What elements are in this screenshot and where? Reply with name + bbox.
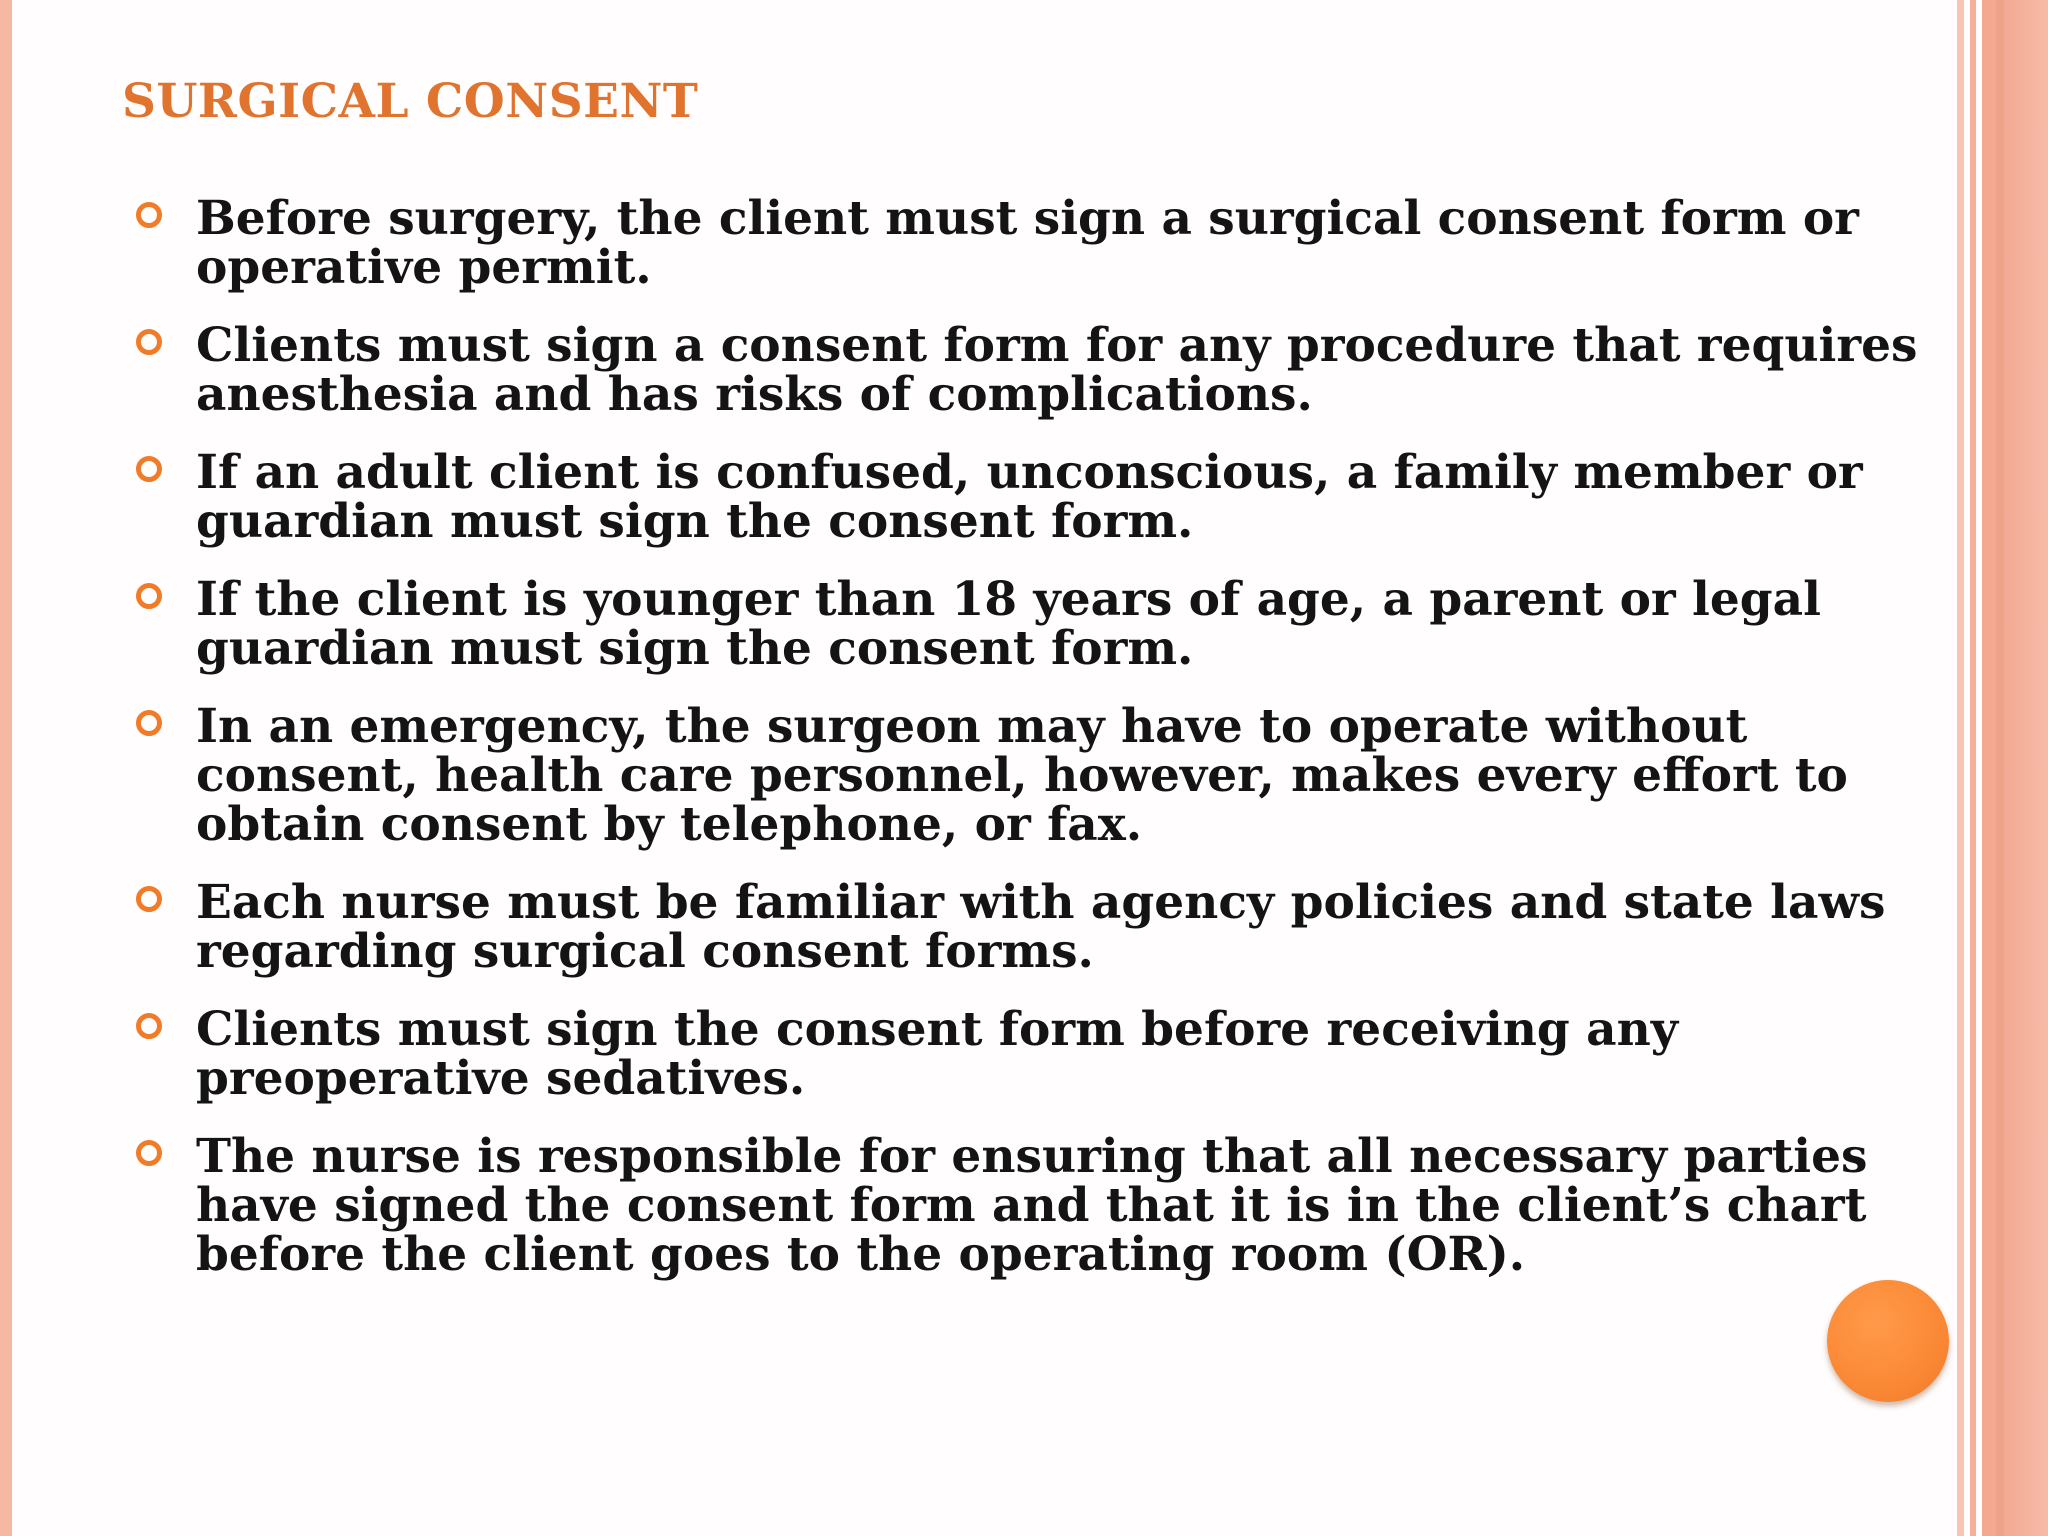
bullet-text: If the client is younger than 18 years of age, a parent or legal guardian must sign the consent form. bbox=[196, 572, 1821, 676]
hollow-circle-bullet-icon bbox=[136, 1140, 162, 1166]
left-decorative-border bbox=[0, 0, 12, 1536]
bullet-item bbox=[136, 1002, 1936, 1106]
bullet-item bbox=[136, 699, 1936, 852]
bullet-item bbox=[136, 1129, 1936, 1282]
right-decorative-stripe bbox=[1970, 0, 1976, 1536]
right-decorative-stripe bbox=[1996, 0, 2004, 1536]
bullet-item bbox=[136, 875, 1936, 979]
bullet-item bbox=[136, 445, 1936, 549]
bullet-item bbox=[136, 318, 1936, 422]
bullet-text: Each nurse must be familiar with agency policies and state laws regarding surgical consent forms. bbox=[196, 875, 1886, 979]
hollow-circle-bullet-icon bbox=[136, 710, 162, 736]
hollow-circle-bullet-icon bbox=[136, 1013, 162, 1039]
hollow-circle-bullet-icon bbox=[136, 456, 162, 482]
hollow-circle-bullet-icon bbox=[136, 583, 162, 609]
bullet-text: Clients must sign the consent form before receiving any preoperative sedatives. bbox=[196, 1002, 1679, 1106]
hollow-circle-bullet-icon bbox=[136, 886, 162, 912]
orange-circle-decoration bbox=[1827, 1280, 1949, 1402]
bullet-text: Clients must sign a consent form for any procedure that requires anesthesia and has risks of complications. bbox=[196, 318, 1918, 422]
bullet-text: If an adult client is confused, unconscious, a family member or guardian must sign the consent form. bbox=[196, 445, 1863, 549]
right-decorative-stripe bbox=[1957, 0, 1964, 1536]
bullet-item bbox=[136, 191, 1936, 295]
bullet-list bbox=[136, 191, 1936, 1308]
bullet-text: Before surgery, the client must sign a surgical consent form or operative permit. bbox=[196, 191, 1859, 295]
bullet-text: The nurse is responsible for ensuring that all necessary parties have signed the consent form and that it is in the client’s chart before the client goes to the operating room (OR). bbox=[196, 1129, 1868, 1282]
hollow-circle-bullet-icon bbox=[136, 202, 162, 228]
bullet-text: In an emergency, the surgeon may have to operate without consent, health care personnel, however, makes every effort to obtain consent by telephone, or fax. bbox=[196, 699, 1848, 852]
hollow-circle-bullet-icon bbox=[136, 329, 162, 355]
bullet-item bbox=[136, 572, 1936, 676]
right-decorative-band bbox=[1982, 0, 2048, 1536]
slide-title: SURGICAL CONSENT bbox=[122, 74, 699, 129]
